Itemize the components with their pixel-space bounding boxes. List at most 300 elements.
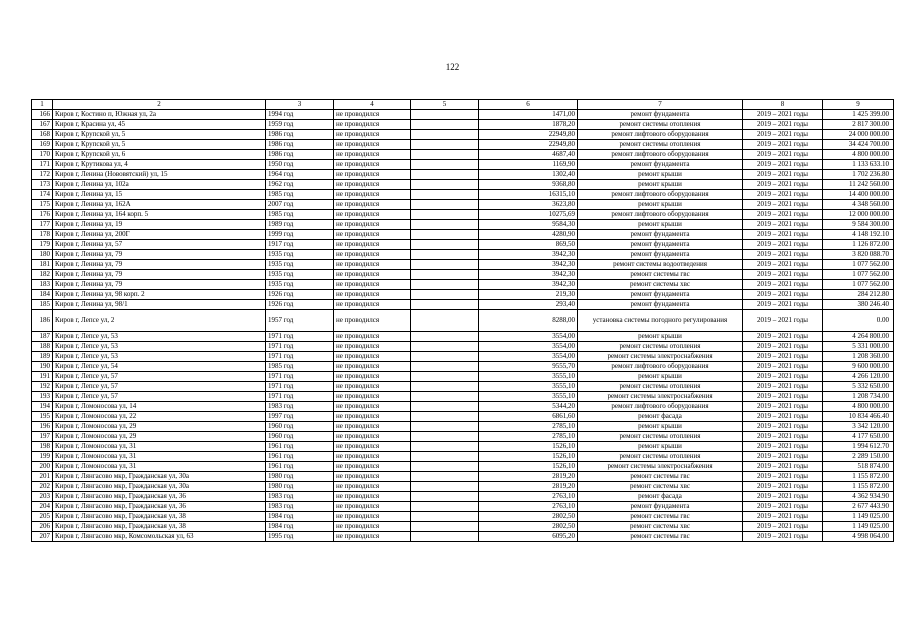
row-number-cell: 180 — [32, 250, 53, 260]
last-repair-cell: не проводился — [334, 482, 411, 492]
row-number-cell: 185 — [32, 300, 53, 310]
build-year-cell: 1959 год — [266, 120, 334, 130]
header-cell: 9 — [823, 100, 894, 110]
build-year-cell: 1983 год — [266, 492, 334, 502]
work-type-cell: ремонт системы отопления — [578, 120, 743, 130]
header-cell: 5 — [411, 100, 479, 110]
cost-cell: 1 077 562.00 — [823, 280, 894, 290]
last-repair-cell: не проводился — [334, 472, 411, 482]
area-cell: 3554,00 — [479, 352, 578, 362]
address-cell: Киров г, Лянгасово мкр, Гражданская ул, 36 — [53, 502, 266, 512]
row-number-cell: 177 — [32, 220, 53, 230]
work-type-cell: ремонт системы отопления — [578, 452, 743, 462]
period-cell: 2019 – 2021 годы — [743, 522, 823, 532]
work-type-cell: ремонт фасада — [578, 412, 743, 422]
area-cell: 219,30 — [479, 290, 578, 300]
build-year-cell: 1917 год — [266, 240, 334, 250]
cost-cell: 4 264 800.00 — [823, 332, 894, 342]
address-cell: Киров г, Ломоносова ул, 29 — [53, 432, 266, 442]
address-cell: Киров г, Лепсе ул, 54 — [53, 362, 266, 372]
period-cell: 2019 – 2021 годы — [743, 462, 823, 472]
area-cell: 9584,30 — [479, 220, 578, 230]
address-cell: Киров г, Ленина ул, 164 корп. 5 — [53, 210, 266, 220]
area-cell: 22949,80 — [479, 140, 578, 150]
col5-cell — [411, 300, 479, 310]
table-row — [32, 200, 894, 210]
row-number-cell: 170 — [32, 150, 53, 160]
address-cell: Киров г, Крутикова ул, 4 — [53, 160, 266, 170]
row-number-cell: 199 — [32, 452, 53, 462]
work-type-cell: ремонт лифтового оборудования — [578, 402, 743, 412]
table-row — [32, 492, 894, 502]
period-cell: 2019 – 2021 годы — [743, 332, 823, 342]
address-cell: Киров г, Лянгасово мкр, Гражданская ул, 38 — [53, 522, 266, 532]
last-repair-cell: не проводился — [334, 210, 411, 220]
table-row — [32, 342, 894, 352]
work-type-cell: ремонт системы гвс — [578, 472, 743, 482]
cost-cell: 4 177 650.00 — [823, 432, 894, 442]
area-cell: 1878,20 — [479, 120, 578, 130]
area-cell: 1526,10 — [479, 462, 578, 472]
row-number-cell: 172 — [32, 170, 53, 180]
address-cell: Киров г, Ломоносова ул, 31 — [53, 452, 266, 462]
address-cell: Киров г, Ленина ул, 200Г — [53, 230, 266, 240]
cost-cell: 11 242 560.00 — [823, 180, 894, 190]
row-number-cell: 186 — [32, 310, 53, 332]
table-row — [32, 160, 894, 170]
period-cell: 2019 – 2021 годы — [743, 442, 823, 452]
address-cell: Киров г, Лепсе ул, 2 — [53, 310, 266, 332]
build-year-cell: 1926 год — [266, 290, 334, 300]
cost-cell: 4 362 934.90 — [823, 492, 894, 502]
period-cell: 2019 – 2021 годы — [743, 472, 823, 482]
cost-cell: 2 677 443.90 — [823, 502, 894, 512]
work-type-cell: ремонт системы гвс — [578, 512, 743, 522]
table-row — [32, 240, 894, 250]
work-type-cell: ремонт фундамента — [578, 290, 743, 300]
cost-cell: 3 342 120.00 — [823, 422, 894, 432]
table-row — [32, 250, 894, 260]
work-type-cell: ремонт системы хвс — [578, 482, 743, 492]
build-year-cell: 1984 год — [266, 522, 334, 532]
col5-cell — [411, 130, 479, 140]
table-row — [32, 442, 894, 452]
col5-cell — [411, 402, 479, 412]
table-row — [32, 522, 894, 532]
area-cell: 2819,20 — [479, 472, 578, 482]
cost-cell: 5 331 000.00 — [823, 342, 894, 352]
table-row — [32, 260, 894, 270]
last-repair-cell: не проводился — [334, 342, 411, 352]
row-number-cell: 189 — [32, 352, 53, 362]
address-cell: Киров г, Ленина (Нововятский) ул, 15 — [53, 170, 266, 180]
last-repair-cell: не проводился — [334, 332, 411, 342]
period-cell: 2019 – 2021 годы — [743, 382, 823, 392]
col5-cell — [411, 230, 479, 240]
cost-cell: 9 600 000.00 — [823, 362, 894, 372]
last-repair-cell: не проводился — [334, 170, 411, 180]
address-cell: Киров г, Ломоносова ул, 29 — [53, 422, 266, 432]
row-number-cell: 200 — [32, 462, 53, 472]
period-cell: 2019 – 2021 годы — [743, 170, 823, 180]
build-year-cell: 1984 год — [266, 512, 334, 522]
col5-cell — [411, 512, 479, 522]
cost-cell: 4 348 560.00 — [823, 200, 894, 210]
row-number-cell: 174 — [32, 190, 53, 200]
col5-cell — [411, 452, 479, 462]
col5-cell — [411, 240, 479, 250]
last-repair-cell: не проводился — [334, 492, 411, 502]
table-row — [32, 332, 894, 342]
last-repair-cell: не проводился — [334, 190, 411, 200]
area-cell: 6861,60 — [479, 412, 578, 422]
address-cell: Киров г, Ленина ул, 98/1 — [53, 300, 266, 310]
row-number-cell: 201 — [32, 472, 53, 482]
build-year-cell: 1961 год — [266, 462, 334, 472]
row-number-cell: 205 — [32, 512, 53, 522]
table-row — [32, 110, 894, 120]
col5-cell — [411, 250, 479, 260]
period-cell: 2019 – 2021 годы — [743, 532, 823, 542]
col5-cell — [411, 392, 479, 402]
area-cell: 3555,10 — [479, 382, 578, 392]
table-row — [32, 270, 894, 280]
last-repair-cell: не проводился — [334, 392, 411, 402]
address-cell: Киров г, Лепсе ул, 57 — [53, 392, 266, 402]
cost-cell: 1 425 399.00 — [823, 110, 894, 120]
build-year-cell: 1935 год — [266, 270, 334, 280]
period-cell: 2019 – 2021 годы — [743, 310, 823, 332]
area-cell: 2763,10 — [479, 492, 578, 502]
area-cell: 4687,40 — [479, 150, 578, 160]
row-number-cell: 175 — [32, 200, 53, 210]
table-row — [32, 290, 894, 300]
table-row — [32, 392, 894, 402]
period-cell: 2019 – 2021 годы — [743, 200, 823, 210]
build-year-cell: 1926 год — [266, 300, 334, 310]
work-type-cell: ремонт системы водоотведения — [578, 260, 743, 270]
period-cell: 2019 – 2021 годы — [743, 392, 823, 402]
table-row — [32, 432, 894, 442]
col5-cell — [411, 210, 479, 220]
period-cell: 2019 – 2021 годы — [743, 402, 823, 412]
col5-cell — [411, 280, 479, 290]
build-year-cell: 1971 год — [266, 332, 334, 342]
address-cell: Киров г, Ленина ул, 19 — [53, 220, 266, 230]
cost-cell: 284 212.80 — [823, 290, 894, 300]
row-number-cell: 188 — [32, 342, 53, 352]
col5-cell — [411, 382, 479, 392]
last-repair-cell: не проводился — [334, 120, 411, 130]
row-number-cell: 171 — [32, 160, 53, 170]
period-cell: 2019 – 2021 годы — [743, 432, 823, 442]
row-number-cell: 182 — [32, 270, 53, 280]
cost-cell: 380 246.40 — [823, 300, 894, 310]
row-number-cell: 176 — [32, 210, 53, 220]
period-cell: 2019 – 2021 годы — [743, 412, 823, 422]
work-type-cell: ремонт фундамента — [578, 230, 743, 240]
col5-cell — [411, 170, 479, 180]
row-number-cell: 187 — [32, 332, 53, 342]
build-year-cell: 1971 год — [266, 392, 334, 402]
build-year-cell: 1962 год — [266, 180, 334, 190]
row-number-cell: 181 — [32, 260, 53, 270]
cost-cell: 4 800 000.00 — [823, 150, 894, 160]
last-repair-cell: не проводился — [334, 372, 411, 382]
period-cell: 2019 – 2021 годы — [743, 452, 823, 462]
address-cell: Киров г, Лянгасово мкр, Гражданская ул, 30а — [53, 482, 266, 492]
period-cell: 2019 – 2021 годы — [743, 250, 823, 260]
period-cell: 2019 – 2021 годы — [743, 492, 823, 502]
period-cell: 2019 – 2021 годы — [743, 130, 823, 140]
period-cell: 2019 – 2021 годы — [743, 422, 823, 432]
row-number-cell: 198 — [32, 442, 53, 452]
cost-cell: 1 149 025.00 — [823, 522, 894, 532]
last-repair-cell: не проводился — [334, 502, 411, 512]
row-number-cell: 196 — [32, 422, 53, 432]
row-number-cell: 204 — [32, 502, 53, 512]
address-cell: Киров г, Ломоносова ул, 31 — [53, 462, 266, 472]
address-cell: Киров г, Ленина ул, 79 — [53, 250, 266, 260]
row-number-cell: 173 — [32, 180, 53, 190]
cost-cell: 4 266 120.00 — [823, 372, 894, 382]
build-year-cell: 1994 год — [266, 110, 334, 120]
work-type-cell: ремонт фундамента — [578, 250, 743, 260]
cost-cell: 24 000 000.00 — [823, 130, 894, 140]
table-row — [32, 300, 894, 310]
row-number-cell: 190 — [32, 362, 53, 372]
col5-cell — [411, 472, 479, 482]
cost-cell: 1 208 734.00 — [823, 392, 894, 402]
row-number-cell: 206 — [32, 522, 53, 532]
area-cell: 3623,80 — [479, 200, 578, 210]
area-cell: 6095,20 — [479, 532, 578, 542]
last-repair-cell: не проводился — [334, 382, 411, 392]
header-cell: 2 — [53, 100, 266, 110]
period-cell: 2019 – 2021 годы — [743, 372, 823, 382]
table-row — [32, 150, 894, 160]
table-row — [32, 280, 894, 290]
work-type-cell: ремонт крыши — [578, 332, 743, 342]
last-repair-cell: не проводился — [334, 240, 411, 250]
last-repair-cell: не проводился — [334, 462, 411, 472]
last-repair-cell: не проводился — [334, 110, 411, 120]
cost-cell: 1 077 562.00 — [823, 270, 894, 280]
cost-cell: 1 208 360.00 — [823, 352, 894, 362]
work-type-cell: ремонт крыши — [578, 220, 743, 230]
header-cell: 7 — [578, 100, 743, 110]
col5-cell — [411, 522, 479, 532]
last-repair-cell: не проводился — [334, 300, 411, 310]
cost-cell: 5 332 650.00 — [823, 382, 894, 392]
col5-cell — [411, 502, 479, 512]
cost-cell: 9 584 300.00 — [823, 220, 894, 230]
build-year-cell: 1983 год — [266, 502, 334, 512]
last-repair-cell: не проводился — [334, 512, 411, 522]
build-year-cell: 1950 год — [266, 160, 334, 170]
last-repair-cell: не проводился — [334, 310, 411, 332]
last-repair-cell: не проводился — [334, 290, 411, 300]
work-type-cell: ремонт крыши — [578, 200, 743, 210]
row-number-cell: 166 — [32, 110, 53, 120]
build-year-cell: 1971 год — [266, 352, 334, 362]
area-cell: 1526,10 — [479, 452, 578, 462]
address-cell: Киров г, Лянгасово мкр, Гражданская ул, 36 — [53, 492, 266, 502]
col5-cell — [411, 140, 479, 150]
area-cell: 1526,10 — [479, 442, 578, 452]
build-year-cell: 1989 год — [266, 220, 334, 230]
build-year-cell: 1935 год — [266, 260, 334, 270]
cost-cell: 2 289 150.00 — [823, 452, 894, 462]
table-row — [32, 422, 894, 432]
area-cell: 9555,70 — [479, 362, 578, 372]
col5-cell — [411, 432, 479, 442]
col5-cell — [411, 220, 479, 230]
area-cell: 1302,40 — [479, 170, 578, 180]
row-number-cell: 193 — [32, 392, 53, 402]
build-year-cell: 1960 год — [266, 422, 334, 432]
work-type-cell: ремонт системы электроснабжения — [578, 392, 743, 402]
table-row — [32, 402, 894, 412]
work-type-cell: ремонт фундамента — [578, 110, 743, 120]
address-cell: Киров г, Ломоносова ул, 31 — [53, 442, 266, 452]
last-repair-cell: не проводился — [334, 422, 411, 432]
table-row — [32, 502, 894, 512]
address-cell: Киров г, Костино п, Южная ул, 2а — [53, 110, 266, 120]
area-cell: 1169,90 — [479, 160, 578, 170]
row-number-cell: 194 — [32, 402, 53, 412]
work-type-cell: ремонт системы гвс — [578, 270, 743, 280]
last-repair-cell: не проводился — [334, 432, 411, 442]
period-cell: 2019 – 2021 годы — [743, 512, 823, 522]
period-cell: 2019 – 2021 годы — [743, 120, 823, 130]
work-type-cell: ремонт крыши — [578, 170, 743, 180]
address-cell: Киров г, Лянгасово мкр, Гражданская ул, 30а — [53, 472, 266, 482]
area-cell: 293,40 — [479, 300, 578, 310]
table-row — [32, 220, 894, 230]
cost-cell: 3 820 088.70 — [823, 250, 894, 260]
build-year-cell: 1971 год — [266, 382, 334, 392]
table-row — [32, 472, 894, 482]
last-repair-cell: не проводился — [334, 452, 411, 462]
cost-cell: 0.00 — [823, 310, 894, 332]
header-cell: 1 — [32, 100, 53, 110]
work-type-cell: ремонт системы электроснабжения — [578, 462, 743, 472]
build-year-cell: 1986 год — [266, 150, 334, 160]
period-cell: 2019 – 2021 годы — [743, 180, 823, 190]
period-cell: 2019 – 2021 годы — [743, 270, 823, 280]
col5-cell — [411, 492, 479, 502]
last-repair-cell: не проводился — [334, 250, 411, 260]
work-type-cell: ремонт системы отопления — [578, 140, 743, 150]
area-cell: 2763,10 — [479, 502, 578, 512]
period-cell: 2019 – 2021 годы — [743, 502, 823, 512]
col5-cell — [411, 110, 479, 120]
work-type-cell: ремонт системы электроснабжения — [578, 352, 743, 362]
area-cell: 3555,10 — [479, 372, 578, 382]
build-year-cell: 1985 год — [266, 210, 334, 220]
period-cell: 2019 – 2021 годы — [743, 352, 823, 362]
cost-cell: 10 834 466.40 — [823, 412, 894, 422]
work-type-cell: ремонт системы хвс — [578, 522, 743, 532]
area-cell: 5344,20 — [479, 402, 578, 412]
work-type-cell: ремонт лифтового оборудования — [578, 130, 743, 140]
build-year-cell: 1985 год — [266, 362, 334, 372]
cost-cell: 1 155 872.00 — [823, 482, 894, 492]
row-number-cell: 184 — [32, 290, 53, 300]
work-type-cell: ремонт фундамента — [578, 240, 743, 250]
last-repair-cell: не проводился — [334, 150, 411, 160]
row-number-cell: 169 — [32, 140, 53, 150]
area-cell: 3554,00 — [479, 332, 578, 342]
last-repair-cell: не проводился — [334, 362, 411, 372]
address-cell: Киров г, Лянгасово мкр, Комсомольская ул, 63 — [53, 532, 266, 542]
last-repair-cell: не проводился — [334, 280, 411, 290]
work-type-cell: ремонт крыши — [578, 422, 743, 432]
area-cell: 10275,69 — [479, 210, 578, 220]
col5-cell — [411, 290, 479, 300]
build-year-cell: 1961 год — [266, 452, 334, 462]
col5-cell — [411, 120, 479, 130]
area-cell: 869,50 — [479, 240, 578, 250]
build-year-cell: 1964 год — [266, 170, 334, 180]
address-cell: Киров г, Крупской ул, 6 — [53, 150, 266, 160]
address-cell: Киров г, Ленина ул, 98 корп. 2 — [53, 290, 266, 300]
row-number-cell: 179 — [32, 240, 53, 250]
build-year-cell: 1980 год — [266, 482, 334, 492]
cost-cell: 2 817 300.00 — [823, 120, 894, 130]
cost-cell: 4 148 192.10 — [823, 230, 894, 240]
col5-cell — [411, 150, 479, 160]
cost-cell: 518 874.00 — [823, 462, 894, 472]
work-type-cell: ремонт лифтового оборудования — [578, 190, 743, 200]
col5-cell — [411, 422, 479, 432]
col5-cell — [411, 532, 479, 542]
last-repair-cell: не проводился — [334, 442, 411, 452]
area-cell: 2802,50 — [479, 522, 578, 532]
build-year-cell: 2007 год — [266, 200, 334, 210]
column-number-row — [32, 100, 894, 110]
row-number-cell: 202 — [32, 482, 53, 492]
area-cell: 9368,80 — [479, 180, 578, 190]
work-type-cell: ремонт системы хвс — [578, 280, 743, 290]
period-cell: 2019 – 2021 годы — [743, 230, 823, 240]
cost-cell: 14 400 000.00 — [823, 190, 894, 200]
address-cell: Киров г, Ленина ул, 102а — [53, 180, 266, 190]
last-repair-cell: не проводился — [334, 352, 411, 362]
area-cell: 1471,00 — [479, 110, 578, 120]
last-repair-cell: не проводился — [334, 270, 411, 280]
cost-cell: 1 149 025.00 — [823, 512, 894, 522]
table-row — [32, 382, 894, 392]
area-cell: 2785,10 — [479, 432, 578, 442]
area-cell: 3555,10 — [479, 392, 578, 402]
area-cell: 3554,00 — [479, 342, 578, 352]
address-cell: Киров г, Лянгасово мкр, Гражданская ул, 38 — [53, 512, 266, 522]
period-cell: 2019 – 2021 годы — [743, 160, 823, 170]
work-type-cell: ремонт лифтового оборудования — [578, 210, 743, 220]
build-year-cell: 1971 год — [266, 342, 334, 352]
col5-cell — [411, 260, 479, 270]
work-type-cell: ремонт крыши — [578, 372, 743, 382]
work-type-cell: ремонт системы отопления — [578, 342, 743, 352]
last-repair-cell: не проводился — [334, 180, 411, 190]
last-repair-cell: не проводился — [334, 532, 411, 542]
work-type-cell: ремонт системы отопления — [578, 432, 743, 442]
row-number-cell: 191 — [32, 372, 53, 382]
area-cell: 4280,90 — [479, 230, 578, 240]
build-year-cell: 1986 год — [266, 140, 334, 150]
